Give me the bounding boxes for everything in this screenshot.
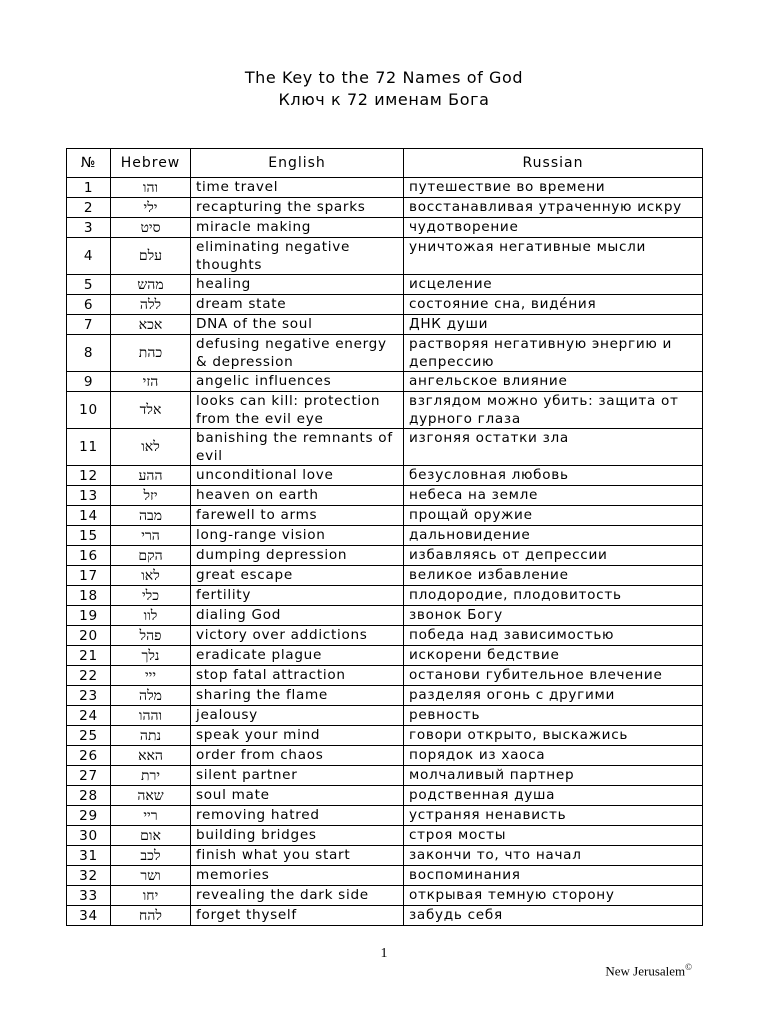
- row-english: finish what you start: [191, 846, 404, 866]
- table-row: [67, 335, 703, 372]
- row-russian: устраняя ненависть: [404, 806, 703, 826]
- row-hebrew: ריי: [111, 806, 191, 826]
- table-row: [67, 315, 703, 335]
- row-russian: плодородие, плодовитость: [404, 586, 703, 606]
- row-number: 17: [67, 566, 111, 586]
- row-hebrew: והו: [111, 178, 191, 198]
- row-english: defusing negative energy & depression: [191, 335, 404, 372]
- row-hebrew: כלי: [111, 586, 191, 606]
- table-row: [67, 846, 703, 866]
- row-number: 15: [67, 526, 111, 546]
- row-hebrew: ושר: [111, 866, 191, 886]
- row-russian: воспоминания: [404, 866, 703, 886]
- row-russian: закончи то, что начал: [404, 846, 703, 866]
- table-row: [67, 826, 703, 846]
- row-number: 8: [67, 335, 111, 372]
- table-row: [67, 546, 703, 566]
- row-english: order from chaos: [191, 746, 404, 766]
- row-english: time travel: [191, 178, 404, 198]
- row-russian: победа над зависимостью: [404, 626, 703, 646]
- row-hebrew: כהת: [111, 335, 191, 372]
- row-hebrew: נלך: [111, 646, 191, 666]
- row-number: 30: [67, 826, 111, 846]
- table-row: [67, 238, 703, 275]
- table-row: [67, 392, 703, 429]
- row-number: 14: [67, 506, 111, 526]
- row-russian: взглядом можно убить: защита от дурного глаза: [404, 392, 703, 429]
- row-english: silent partner: [191, 766, 404, 786]
- row-english: fertility: [191, 586, 404, 606]
- row-hebrew: מלה: [111, 686, 191, 706]
- row-number: 2: [67, 198, 111, 218]
- row-hebrew: מבה: [111, 506, 191, 526]
- row-english: great escape: [191, 566, 404, 586]
- row-russian: молчаливый партнер: [404, 766, 703, 786]
- table-body: [67, 178, 703, 926]
- row-hebrew: נתה: [111, 726, 191, 746]
- row-english: DNA of the soul: [191, 315, 404, 335]
- row-hebrew: הזי: [111, 372, 191, 392]
- row-number: 22: [67, 666, 111, 686]
- row-russian: растворяя негативную энергию и депрессию: [404, 335, 703, 372]
- row-english: looks can kill: protection from the evil eye: [191, 392, 404, 429]
- row-english: eradicate plague: [191, 646, 404, 666]
- row-hebrew: פהל: [111, 626, 191, 646]
- table-row: [67, 466, 703, 486]
- header-hebrew: Hebrew: [111, 149, 191, 178]
- row-number: 21: [67, 646, 111, 666]
- table-row: [67, 178, 703, 198]
- table-row: [67, 372, 703, 392]
- row-hebrew: אכא: [111, 315, 191, 335]
- table-row: [67, 666, 703, 686]
- row-hebrew: אום: [111, 826, 191, 846]
- page-title-russian: Ключ к 72 именам Бога: [278, 90, 490, 109]
- table-row: [67, 786, 703, 806]
- row-english: heaven on earth: [191, 486, 404, 506]
- row-hebrew: להח: [111, 906, 191, 926]
- row-number: 27: [67, 766, 111, 786]
- table-header-row: [67, 149, 703, 178]
- table-row: [67, 706, 703, 726]
- row-number: 5: [67, 275, 111, 295]
- header-english: English: [191, 149, 404, 178]
- row-english: farewell to arms: [191, 506, 404, 526]
- row-english: recapturing the sparks: [191, 198, 404, 218]
- row-number: 33: [67, 886, 111, 906]
- row-hebrew: ללה: [111, 295, 191, 315]
- row-number: 9: [67, 372, 111, 392]
- row-number: 23: [67, 686, 111, 706]
- row-russian: разделяя огонь с другими: [404, 686, 703, 706]
- row-hebrew: האא: [111, 746, 191, 766]
- table-row: [67, 686, 703, 706]
- row-english: sharing the flame: [191, 686, 404, 706]
- copyright-symbol: ©: [685, 962, 692, 972]
- row-english: miracle making: [191, 218, 404, 238]
- table-row: [67, 906, 703, 926]
- table-row: [67, 429, 703, 466]
- row-hebrew: לאו: [111, 429, 191, 466]
- row-hebrew: הקם: [111, 546, 191, 566]
- row-number: 11: [67, 429, 111, 466]
- row-russian: ревность: [404, 706, 703, 726]
- row-number: 12: [67, 466, 111, 486]
- table-row: [67, 626, 703, 646]
- row-english: forget thyself: [191, 906, 404, 926]
- row-english: memories: [191, 866, 404, 886]
- row-hebrew: מהש: [111, 275, 191, 295]
- table-row: [67, 506, 703, 526]
- row-english: dialing God: [191, 606, 404, 626]
- row-english: revealing the dark side: [191, 886, 404, 906]
- row-number: 24: [67, 706, 111, 726]
- row-english: dumping depression: [191, 546, 404, 566]
- row-number: 34: [67, 906, 111, 926]
- row-number: 29: [67, 806, 111, 826]
- row-russian: дальновидение: [404, 526, 703, 546]
- row-hebrew: סיט: [111, 218, 191, 238]
- row-number: 13: [67, 486, 111, 506]
- table-row: [67, 886, 703, 906]
- row-russian: чудотворение: [404, 218, 703, 238]
- row-english: unconditional love: [191, 466, 404, 486]
- row-russian: уничтожая негативные мысли: [404, 238, 703, 275]
- table-row: [67, 866, 703, 886]
- row-russian: великое избавление: [404, 566, 703, 586]
- table-row: [67, 566, 703, 586]
- row-number: 10: [67, 392, 111, 429]
- row-russian: искорени бедствие: [404, 646, 703, 666]
- table-row: [67, 218, 703, 238]
- row-number: 32: [67, 866, 111, 886]
- row-hebrew: ילי: [111, 198, 191, 218]
- row-english: banishing the remnants of evil: [191, 429, 404, 466]
- row-russian: состояние сна, виде́ния: [404, 295, 703, 315]
- row-hebrew: וההו: [111, 706, 191, 726]
- row-english: jealousy: [191, 706, 404, 726]
- page-number: 1: [380, 946, 388, 961]
- row-russian: безусловная любовь: [404, 466, 703, 486]
- table-row: [67, 486, 703, 506]
- header-russian: Russian: [404, 149, 703, 178]
- row-hebrew: לוו: [111, 606, 191, 626]
- row-russian: звонок Богу: [404, 606, 703, 626]
- row-number: 1: [67, 178, 111, 198]
- row-russian: путешествие во времени: [404, 178, 703, 198]
- row-number: 7: [67, 315, 111, 335]
- row-english: building bridges: [191, 826, 404, 846]
- row-hebrew: ייי: [111, 666, 191, 686]
- table-row: [67, 606, 703, 626]
- row-russian: останови губительное влечение: [404, 666, 703, 686]
- row-hebrew: עלם: [111, 238, 191, 275]
- row-russian: открывая темную сторону: [404, 886, 703, 906]
- row-english: removing hatred: [191, 806, 404, 826]
- row-number: 28: [67, 786, 111, 806]
- row-number: 16: [67, 546, 111, 566]
- row-hebrew: שאה: [111, 786, 191, 806]
- row-number: 4: [67, 238, 111, 275]
- row-number: 6: [67, 295, 111, 315]
- table-row: [67, 295, 703, 315]
- row-russian: говори открыто, выскажись: [404, 726, 703, 746]
- row-hebrew: ההע: [111, 466, 191, 486]
- row-russian: небеса на земле: [404, 486, 703, 506]
- row-number: 20: [67, 626, 111, 646]
- row-russian: прощай оружие: [404, 506, 703, 526]
- table-row: [67, 746, 703, 766]
- row-english: dream state: [191, 295, 404, 315]
- row-hebrew: יחו: [111, 886, 191, 906]
- table-row: [67, 198, 703, 218]
- table-row: [67, 806, 703, 826]
- publisher-name: New Jerusalem: [605, 963, 686, 979]
- row-number: 3: [67, 218, 111, 238]
- row-russian: ДНК души: [404, 315, 703, 335]
- row-russian: родственная душа: [404, 786, 703, 806]
- table-row: [67, 646, 703, 666]
- row-russian: забудь себя: [404, 906, 703, 926]
- row-hebrew: לאו: [111, 566, 191, 586]
- row-hebrew: לכב: [111, 846, 191, 866]
- names-table: [66, 148, 703, 926]
- row-number: 18: [67, 586, 111, 606]
- row-number: 26: [67, 746, 111, 766]
- table-row: [67, 526, 703, 546]
- row-hebrew: אלד: [111, 392, 191, 429]
- row-english: soul mate: [191, 786, 404, 806]
- row-number: 31: [67, 846, 111, 866]
- header-number: №: [67, 149, 111, 178]
- row-hebrew: ירת: [111, 766, 191, 786]
- row-russian: восстанавливая утраченную искру: [404, 198, 703, 218]
- row-russian: строя мосты: [404, 826, 703, 846]
- row-english: healing: [191, 275, 404, 295]
- table-row: [67, 275, 703, 295]
- publisher-footer: [605, 962, 692, 979]
- row-russian: порядок из хаоса: [404, 746, 703, 766]
- row-russian: изгоняя остатки зла: [404, 429, 703, 466]
- table-row: [67, 726, 703, 746]
- row-english: speak your mind: [191, 726, 404, 746]
- row-english: long-range vision: [191, 526, 404, 546]
- row-number: 25: [67, 726, 111, 746]
- row-russian: исцеление: [404, 275, 703, 295]
- row-russian: ангельское влияние: [404, 372, 703, 392]
- table-row: [67, 766, 703, 786]
- row-number: 19: [67, 606, 111, 626]
- row-english: stop fatal attraction: [191, 666, 404, 686]
- row-hebrew: הרי: [111, 526, 191, 546]
- row-russian: избавляясь от депрессии: [404, 546, 703, 566]
- row-english: victory over addictions: [191, 626, 404, 646]
- page-title-english: The Key to the 72 Names of God: [244, 68, 524, 87]
- row-english: eliminating negative thoughts: [191, 238, 404, 275]
- row-hebrew: יזל: [111, 486, 191, 506]
- row-english: angelic influences: [191, 372, 404, 392]
- table-row: [67, 586, 703, 606]
